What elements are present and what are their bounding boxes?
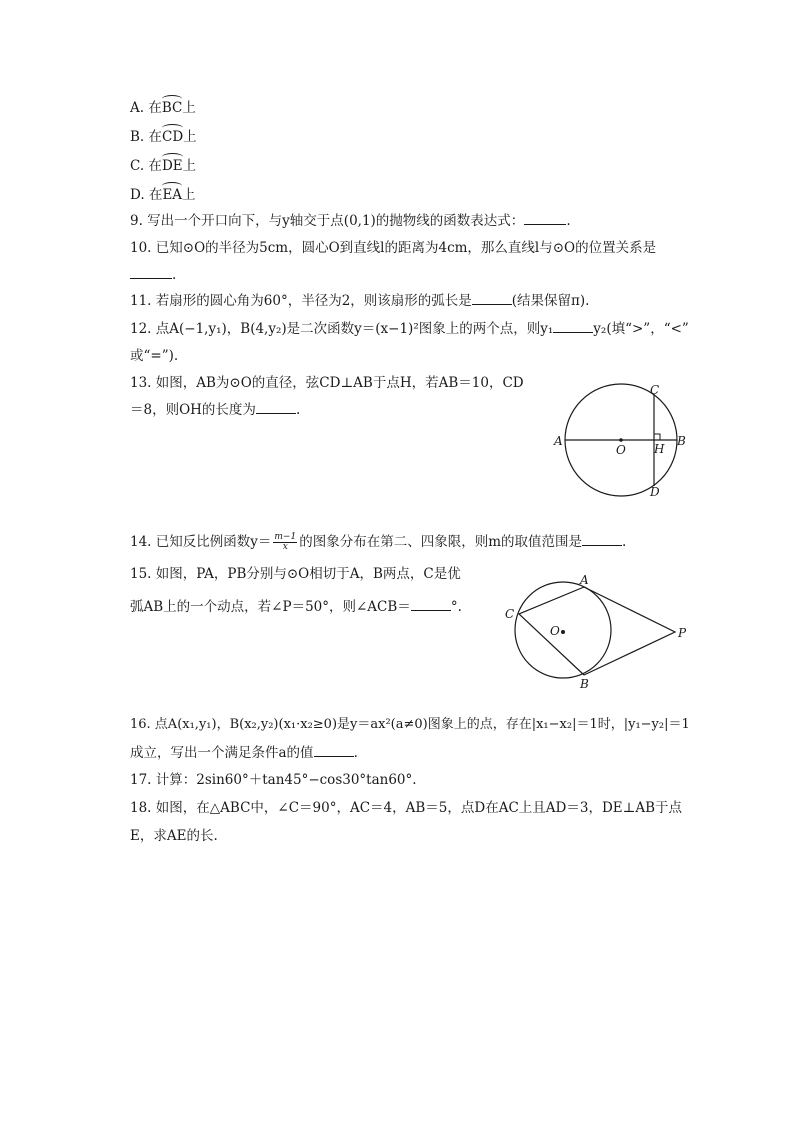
question-10-line-2 xyxy=(130,266,176,284)
option-a-prefix: A. 在 xyxy=(130,100,162,116)
question-12-line-1 xyxy=(130,320,689,338)
label-b: B xyxy=(580,677,589,691)
option-c-prefix: C. 在 xyxy=(130,158,162,174)
question-18-line-2: E，求AE的长. xyxy=(130,828,218,844)
arc-cd: CD xyxy=(162,126,183,146)
question-12-text-a: 12. 点A(−1,y₁)，B(4,y₂)是二次函数y＝(x−1)²图象上的两个点，则y₁ xyxy=(130,321,554,337)
label-o: O xyxy=(616,443,626,457)
question-14-end: . xyxy=(622,534,627,550)
question-13-text: ＝8，则OH的长度为 xyxy=(130,402,256,418)
tangent-diagram-q15 xyxy=(500,570,700,692)
option-c-suffix: 上 xyxy=(182,158,197,174)
option-b-suffix: 上 xyxy=(183,129,197,145)
question-16-line-2 xyxy=(130,744,358,762)
label-c: C xyxy=(650,383,660,397)
option-d-suffix: 上 xyxy=(182,187,196,203)
label-p: P xyxy=(678,626,687,640)
question-15-line-1: 15. 如图，PA，PB分别与⊙O相切于A，B两点，C是优 xyxy=(130,566,461,582)
question-13-line-1: 13. 如图，AB为⊙O的直径，弦CD⊥AB于点H，若AB＝10，CD xyxy=(130,375,524,391)
center-point xyxy=(619,438,623,442)
question-10-line-1: 10. 已知⊙O的半径为5cm，圆心O到直线l的距离为4cm，那么直线l与⊙O的位置关系是 xyxy=(130,240,657,256)
question-11-end: (结果保留π). xyxy=(511,293,590,309)
question-17: 17. 计算：2sin60°＋tan45°−cos30°tan60°. xyxy=(130,772,417,788)
question-15-text: 弧AB上的一个动点，若∠P＝50°，则∠ACB＝ xyxy=(130,599,411,615)
question-18-line-1: 18. 如图，在△ABC中，∠C＝90°，AC＝4，AB＝5，点D在AC上且AD＝3，DE⊥AB于点 xyxy=(130,800,682,816)
question-11 xyxy=(130,292,589,310)
question-12-text-b: y₂(填“>”，“<” xyxy=(593,321,689,337)
option-a-suffix: 上 xyxy=(182,100,196,116)
label-o: O xyxy=(550,624,560,638)
answer-blank[interactable] xyxy=(553,320,593,333)
option-c xyxy=(130,155,196,175)
fraction xyxy=(273,533,297,552)
label-c: C xyxy=(505,607,515,621)
question-9 xyxy=(130,212,571,230)
arc-bc: BC xyxy=(162,97,183,117)
answer-blank[interactable] xyxy=(130,266,172,279)
question-13-line-2 xyxy=(130,401,300,419)
center-point xyxy=(561,630,565,634)
answer-blank[interactable] xyxy=(472,292,512,305)
question-14-text-a: 14. 已知反比例函数y＝ xyxy=(130,534,272,550)
circle-diagram-q13 xyxy=(550,380,700,505)
label-a: A xyxy=(580,573,589,587)
question-9-end: . xyxy=(566,213,571,229)
fraction-numerator: m−1 xyxy=(274,532,297,542)
option-b xyxy=(130,126,197,146)
label-h: H xyxy=(654,442,665,456)
option-d xyxy=(130,184,196,204)
tangent-lines-pa-pb xyxy=(584,587,675,675)
question-10-end: . xyxy=(172,267,177,283)
question-16-text: 成立，写出一个满足条件a的值 xyxy=(130,745,314,761)
answer-blank[interactable] xyxy=(524,212,566,225)
question-11-text: 11. 若扇形的圆心角为60°，半径为2，则该扇形的弧长是 xyxy=(130,293,472,309)
question-14-text-b: 的图象分布在第二、四象限，则m的取值范围是 xyxy=(299,534,583,550)
label-d: D xyxy=(650,485,660,499)
question-13-end: . xyxy=(295,402,301,418)
question-12-line-2: 或“=”). xyxy=(130,348,179,364)
question-15-end: °. xyxy=(450,599,462,615)
question-16-end: . xyxy=(353,745,358,761)
arc-ea: EA xyxy=(162,184,182,204)
option-a xyxy=(130,97,196,117)
answer-blank[interactable] xyxy=(411,598,451,611)
answer-blank[interactable] xyxy=(582,533,622,546)
arc-de: DE xyxy=(162,155,183,175)
right-angle-mark xyxy=(654,434,660,440)
question-15-line-2 xyxy=(130,598,462,616)
answer-blank[interactable] xyxy=(314,744,354,757)
answer-blank[interactable] xyxy=(256,401,296,414)
option-d-prefix: D. 在 xyxy=(130,187,163,203)
label-b: B xyxy=(677,434,686,448)
option-b-prefix: B. 在 xyxy=(130,129,163,145)
question-16-line-1: 16. 点A(x₁,y₁)，B(x₂,y₂)(x₁·x₂≥0)是y＝ax²(a≠0)图象上的点，存在|x₁−x₂|＝1时，|y₁−y₂|＝1 xyxy=(130,717,690,732)
fraction-denominator: x xyxy=(282,542,288,552)
question-14 xyxy=(130,533,626,552)
question-9-text: 9. 写出一个开口向下，与y轴交于点(0,1)的抛物线的函数表达式： xyxy=(130,213,525,229)
label-a: A xyxy=(554,434,563,448)
